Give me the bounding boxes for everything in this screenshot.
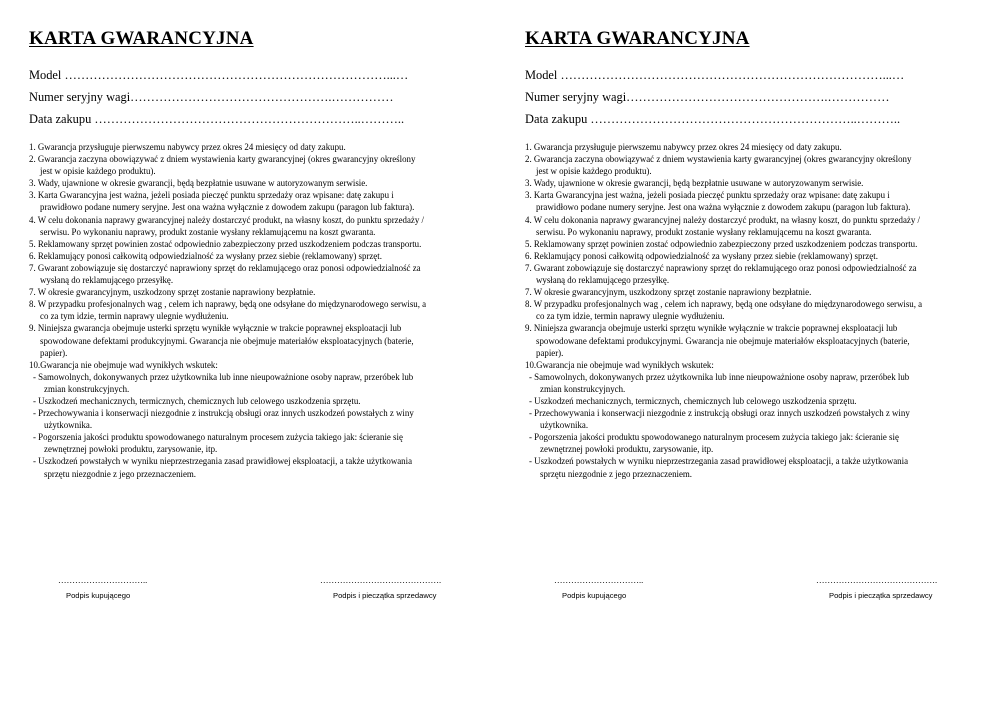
term-line: sprzętu niezgodnie z jego przeznaczeniem. xyxy=(44,468,197,479)
term-line: 5. Reklamowany sprzęt powinien zostać odpowiednio zabezpieczony przed uszkodzeniem podczas transportu. xyxy=(29,238,422,249)
card-title: KARTA GWARANCYJNA xyxy=(29,28,254,49)
buyer-signature-label: Podpis kupującego xyxy=(562,591,627,600)
term-line: 2. Gwarancja zaczyna obowiązywać z dniem wystawienia karty gwarancyjnej (okres gwarancyjny określony xyxy=(29,154,416,165)
term-line: wysłaną do reklamującego przesyłkę. xyxy=(536,275,670,286)
warranty-card-right xyxy=(525,0,977,701)
purchase-date-field: Data zakupu ………………………………………………………..……….. xyxy=(525,112,901,126)
term-line: 7. Gwarant zobowiązuje się dostarczyć naprawiony sprzęt do reklamującego oraz ponosi odpowiedzialność za xyxy=(29,262,421,273)
term-line: serwisu. Po wykonaniu naprawy, produkt zostanie wysłany reklamującemu na koszt gwaranta. xyxy=(40,226,376,237)
seller-signature-line: ……………………………………. xyxy=(320,575,442,585)
term-line: zewnętrznej powłoki produktu, zarysowanie, itp. xyxy=(540,444,714,455)
term-line: sprzętu niezgodnie z jego przeznaczeniem. xyxy=(540,468,693,479)
purchase-date-field: Data zakupu ………………………………………………………..……….. xyxy=(29,112,405,126)
seller-signature-label: Podpis i pieczątka sprzedawcy xyxy=(829,591,933,600)
term-line: - Uszkodzeń mechanicznych, termicznych, chemicznych lub celowego uszkodzenia sprzętu. xyxy=(33,395,361,406)
model-field: Model ……………………………………………………………………...… xyxy=(525,68,905,82)
term-line: jest w opisie każdego produktu). xyxy=(536,166,652,177)
term-line: wysłaną do reklamującego przesyłkę. xyxy=(40,275,174,286)
term-line: spowodowane defektami produkcyjnymi. Gwarancja nie obejmuje materiałów eksploatacyjnych (baterie, xyxy=(536,335,910,346)
term-line: 8. W przypadku profesjonalnych wag , celem ich naprawy, będą one odsyłane do międzynarodowego serwisu, a xyxy=(29,299,427,310)
term-line: 7. Gwarant zobowiązuje się dostarczyć naprawiony sprzęt do reklamującego oraz ponosi odpowiedzialność za xyxy=(525,262,917,273)
buyer-signature-line: ………………………….. xyxy=(58,575,148,585)
term-line: 10.Gwarancja nie obejmuje wad wynikłych wskutek: xyxy=(525,359,714,370)
term-line: co za tym idzie, termin naprawy ulegnie wydłużeniu. xyxy=(40,311,229,322)
term-line: - Samowolnych, dokonywanych przez użytkownika lub inne nieupoważnione osoby napraw, przeróbek lub xyxy=(33,371,414,382)
term-line: papier). xyxy=(40,347,68,358)
term-line: - Samowolnych, dokonywanych przez użytkownika lub inne nieupoważnione osoby napraw, przeróbek lub xyxy=(529,371,910,382)
term-line: serwisu. Po wykonaniu naprawy, produkt zostanie wysłany reklamującemu na koszt gwaranta. xyxy=(536,226,872,237)
buyer-signature-line: ………………………….. xyxy=(554,575,644,585)
term-line: - Pogorszenia jakości produktu spowodowanego naturalnym procesem zużycia takiego jak: ścieranie się xyxy=(33,432,403,443)
term-line: 1. Gwarancja przysługuje pierwszemu nabywcy przez okres 24 miesięcy od daty zakupu. xyxy=(29,142,346,152)
warranty-terms xyxy=(525,141,970,480)
warranty-terms xyxy=(29,141,474,480)
term-line: 1. Gwarancja przysługuje pierwszemu nabywcy przez okres 24 miesięcy od daty zakupu. xyxy=(525,142,842,152)
seller-signature-label: Podpis i pieczątka sprzedawcy xyxy=(333,591,437,600)
term-line: użytkownika. xyxy=(540,420,589,431)
term-line: 3. Wady, ujawnione w okresie gwarancji, będą bezpłatnie usuwane w autoryzowanym serwisie. xyxy=(525,178,864,189)
term-line: jest w opisie każdego produktu). xyxy=(40,166,156,177)
term-line: 10.Gwarancja nie obejmuje wad wynikłych wskutek: xyxy=(29,359,218,370)
term-line: zmian konstrukcyjnych. xyxy=(540,383,626,394)
seller-signature-line: ……………………………………. xyxy=(816,575,938,585)
term-line: - Pogorszenia jakości produktu spowodowanego naturalnym procesem zużycia takiego jak: ścieranie się xyxy=(529,432,899,443)
term-line: - Przechowywania i konserwacji niezgodnie z instrukcją obsługi oraz innych uszkodzeń powstałych z winy xyxy=(529,408,910,419)
term-line: prawidłowo podane numery seryjne. Jest ona ważna wyłącznie z dowodem zakupu (paragon lub faktura). xyxy=(40,202,415,213)
term-line: 6. Reklamujący ponosi całkowitą odpowiedzialność za wysłany przez siebie (reklamowany) sprzęt. xyxy=(29,250,382,261)
term-line: - Uszkodzeń powstałych w wyniku nieprzestrzegania zasad prawidłowej eksploatacji, a także użytkowania xyxy=(33,456,413,467)
term-line: prawidłowo podane numery seryjne. Jest ona ważna wyłącznie z dowodem zakupu (paragon lub faktura). xyxy=(536,202,911,213)
term-line: 2. Gwarancja zaczyna obowiązywać z dniem wystawienia karty gwarancyjnej (okres gwarancyjny określony xyxy=(525,154,912,165)
term-line: 8. W przypadku profesjonalnych wag , celem ich naprawy, będą one odsyłane do międzynarodowego serwisu, a xyxy=(525,299,923,310)
term-line: 3. Wady, ujawnione w okresie gwarancji, będą bezpłatnie usuwane w autoryzowanym serwisie. xyxy=(29,178,368,189)
term-line: 4. W celu dokonania naprawy gwarancyjnej należy dostarczyć produkt, na własny koszt, do punktu sprzedaży / xyxy=(525,214,920,225)
term-line: papier). xyxy=(536,347,564,358)
term-line: - Uszkodzeń powstałych w wyniku nieprzestrzegania zasad prawidłowej eksploatacji, a także użytkowania xyxy=(529,456,909,467)
term-line: co za tym idzie, termin naprawy ulegnie wydłużeniu. xyxy=(536,311,725,322)
term-line: 3. Karta Gwarancyjna jest ważna, jeżeli posiada pieczęć punktu sprzedaży oraz wpisane: datę zakupu i xyxy=(525,190,890,201)
term-line: zewnętrznej powłoki produktu, zarysowanie, itp. xyxy=(44,444,218,455)
term-line: 3. Karta Gwarancyjna jest ważna, jeżeli posiada pieczęć punktu sprzedaży oraz wpisane: datę zakupu i xyxy=(29,190,394,201)
term-line: 9. Niniejsza gwarancja obejmuje usterki sprzętu wynikłe wyłącznie w trakcie poprawnej eksploatacji lub xyxy=(525,323,898,334)
term-line: użytkownika. xyxy=(44,420,93,431)
term-line: zmian konstrukcyjnych. xyxy=(44,383,130,394)
term-line: 7. W okresie gwarancyjnym, uszkodzony sprzęt zostanie naprawiony bezpłatnie. xyxy=(29,287,316,298)
serial-number-field: Numer seryjny wagi………………………………………….…………… xyxy=(29,90,394,104)
term-line: 4. W celu dokonania naprawy gwarancyjnej należy dostarczyć produkt, na własny koszt, do punktu sprzedaży / xyxy=(29,214,424,225)
term-line: 6. Reklamujący ponosi całkowitą odpowiedzialność za wysłany przez siebie (reklamowany) sprzęt. xyxy=(525,250,878,261)
warranty-card-left xyxy=(29,0,481,701)
term-line: 9. Niniejsza gwarancja obejmuje usterki sprzętu wynikłe wyłącznie w trakcie poprawnej eksploatacji lub xyxy=(29,323,402,334)
buyer-signature-label: Podpis kupującego xyxy=(66,591,131,600)
serial-number-field: Numer seryjny wagi………………………………………….…………… xyxy=(525,90,890,104)
term-line: spowodowane defektami produkcyjnymi. Gwarancja nie obejmuje materiałów eksploatacyjnych (baterie, xyxy=(40,335,414,346)
term-line: - Przechowywania i konserwacji niezgodnie z instrukcją obsługi oraz innych uszkodzeń powstałych z winy xyxy=(33,408,414,419)
term-line: 7. W okresie gwarancyjnym, uszkodzony sprzęt zostanie naprawiony bezpłatnie. xyxy=(525,287,812,298)
term-line: - Uszkodzeń mechanicznych, termicznych, chemicznych lub celowego uszkodzenia sprzętu. xyxy=(529,395,857,406)
card-title: KARTA GWARANCYJNA xyxy=(525,28,750,49)
model-field: Model ……………………………………………………………………...… xyxy=(29,68,409,82)
term-line: 5. Reklamowany sprzęt powinien zostać odpowiednio zabezpieczony przed uszkodzeniem podczas transportu. xyxy=(525,238,918,249)
